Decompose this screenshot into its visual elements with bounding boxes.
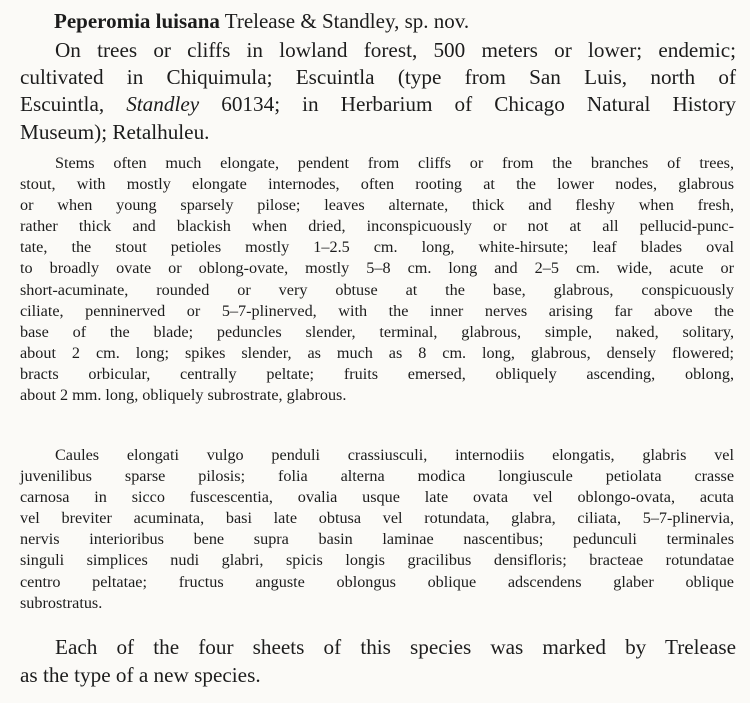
species-name: Peperomia luisana xyxy=(54,9,220,33)
english-description xyxy=(20,153,734,406)
collector-name: Standley xyxy=(126,92,200,117)
text-line: nervis interioribus bene supra basin laminae nascentibus; pedunculi terminales xyxy=(20,530,734,549)
text-line: centro peltatae; fructus anguste oblongus oblique adscendens glaber oblique xyxy=(20,572,734,591)
text-line: tate, the stout petioles mostly 1–2.5 cm. long, white-hirsute; leaf blades oval xyxy=(20,238,734,257)
text-line: base of the blade; peduncles slender, terminal, glabrous, simple, naked, solitary, xyxy=(20,322,734,341)
text-line: Each of the four sheets of this species was marked by Trelease xyxy=(55,635,736,659)
text-line: about 2 cm. long; spikes slender, as much as 8 cm. long, glabrous, densely flowered; xyxy=(20,343,734,362)
text-line: carnosa in sicco fuscescentia, ovalia usque late ovata vel oblongo-ovata, acuta xyxy=(20,488,734,507)
text-line: ciliate, penninerved or 5–7-plinerved, with the inner nerves arising far above the xyxy=(20,301,734,320)
text-line: juvenilibus sparse pilosis; folia alterna modica longiuscule petiolata crasse xyxy=(20,467,734,486)
text-line: Stems often much elongate, pendent from cliffs or from the branches of trees, xyxy=(55,154,734,172)
distribution-paragraph xyxy=(20,37,736,146)
text-line: Caules elongati vulgo penduli crassiusculi, internodiis elongatis, glabris vel xyxy=(55,446,734,464)
text-line: bracts orbicular, centrally peltate; fruits emersed, obliquely ascending, oblong, xyxy=(20,364,734,383)
text-line: cultivated in Chiquimula; Escuintla (type from San Luis, north of xyxy=(20,65,736,90)
text-line: Museum); Retalhuleu. xyxy=(20,119,210,144)
text-line: or when young sparsely pilose; leaves alternate, thick and fleshy when fresh, xyxy=(20,196,734,215)
text-line: stout, with mostly elongate internodes, often rooting at the lower nodes, glabrous xyxy=(20,175,734,194)
text-line xyxy=(20,91,736,118)
text-line: about 2 mm. long, obliquely subrostrate, glabrous. xyxy=(20,386,347,405)
text-line: vel breviter acuminata, basi late obtusa vel rotundata, glabra, ciliata, 5–7-plinervia, xyxy=(20,509,734,528)
species-heading xyxy=(54,8,734,34)
text-fragment: 60134; in Herbarium of Chicago Natural History xyxy=(221,92,737,117)
type-note-paragraph xyxy=(20,634,736,689)
text-line: subrostratus. xyxy=(20,593,103,612)
species-authority: Trelease & Standley, sp. nov. xyxy=(224,9,470,33)
text-line: On trees or cliffs in lowland forest, 500 meters or lower; endemic; xyxy=(55,38,736,62)
text-line: to broadly ovate or oblong-ovate, mostly 5–8 cm. long and 2–5 cm. wide, acute or xyxy=(20,259,734,278)
text-line: short-acuminate, rounded or very obtuse at the base, glabrous, conspicuously xyxy=(20,280,734,299)
text-line: singuli simplices nudi glabri, spicis longis gracilibus densifloris; bracteae rotundatae xyxy=(20,551,734,570)
text-line: as the type of a new species. xyxy=(20,662,261,687)
text-line: rather thick and blackish when dried, inconspicuously or not at all pellucid-punc- xyxy=(20,217,734,236)
text-fragment: Escuintla, xyxy=(20,92,105,117)
latin-description xyxy=(20,445,734,614)
